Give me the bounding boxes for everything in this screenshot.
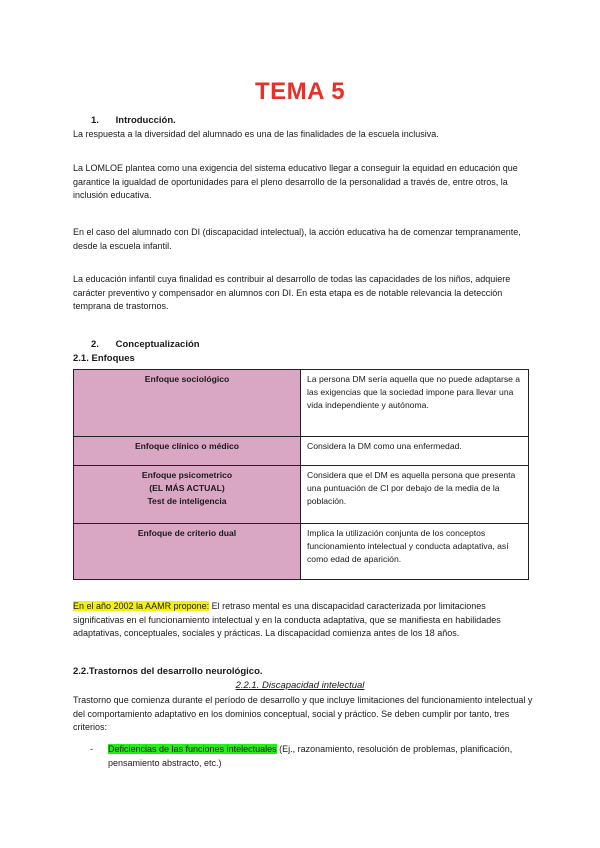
approaches-table [73, 369, 529, 580]
approach-description: Considera que el DM es aquella persona que presenta una puntuación de CI por debajo de la media de la población. [301, 466, 529, 524]
approach-name: Enfoque de criterio dual [137, 528, 237, 538]
subsection-2-1-heading: 2.1. Enfoques [73, 353, 135, 364]
section-2-title: Conceptualización [115, 339, 200, 350]
paragraph-1: La respuesta a la diversidad del alumnado es una de las finalidades de la escuela inclusiva. [73, 129, 439, 139]
bullet-dash: - [90, 744, 93, 754]
section-1-title: Introducción. [115, 115, 176, 126]
aamr-text: El retraso mental es una discapacidad caracterizada por limitaciones significativas en el funcionamiento intelectual y en la conducta adaptativa, que se manifiesta en habilidades adaptativas, conceptuales, sociales y prácticas. La discapacidad comienza antes de los 18 años. [73, 601, 501, 638]
approach-description: La persona DM sería aquella que no puede adaptarse a las exigencias que la sociedad impone para llevar una vida independiente y autónoma. [301, 370, 529, 437]
table-row [74, 370, 529, 437]
paragraph-trastorno: Trastorno que comienza durante el período de desarrollo y que incluye limitaciones del funcionamiento intelectual y del comportamiento adaptativo en los dominios conceptual, social y práctico. Se deben cumplir por tanto, tres criterios: [73, 695, 533, 732]
approach-name-cell [74, 370, 301, 437]
approach-name-note: (EL MÁS ACTUAL) [149, 482, 225, 493]
paragraph-3: En el caso del alumnado con DI (discapacidad intelectual), la acción educativa ha de comenzar tempranamente, desde la escuela infantil. [73, 227, 521, 251]
approach-name: Enfoque clínico o médico [134, 441, 240, 451]
approach-name-cell [74, 524, 301, 580]
approach-name-note: Test de inteligencia [147, 495, 227, 506]
approach-name-cell [74, 437, 301, 466]
page-title: TEMA 5 [254, 78, 346, 105]
section-2-heading [73, 338, 533, 352]
approach-name: Enfoque psicometrico [141, 470, 233, 480]
bullet-highlight: Deficiencias de las funciones intelectuales [108, 744, 277, 754]
section-2-number: 2. [91, 339, 99, 350]
table-row [74, 437, 529, 466]
approach-name-cell [74, 466, 301, 524]
aamr-paragraph [73, 600, 533, 641]
section-1-number: 1. [91, 115, 99, 126]
subsection-2-2-heading: 2.2.Trastornos del desarrollo neurológico. [73, 666, 263, 677]
subsection-2-2-1-heading: 2.2.1. Discapacidad intelectual [235, 680, 365, 691]
list-item [90, 743, 530, 770]
paragraph-4: La educación infantil cuya finalidad es contribuir al desarrollo de todas las capacidades de los niños, adquiere carácter preventivo y compensador en alumnos con DI. En esta etapa es de notable relevancia la detección temprana de trastornos. [73, 274, 511, 311]
section-1-heading [73, 114, 533, 128]
paragraph-2: La LOMLOE plantea como una exigencia del sistema educativo llegar a conseguir la equidad en educación que garantice la igualdad de oportunidades para el pleno desarrollo de la personalidad a través de, entre otros, la inclusión educativa. [73, 163, 518, 200]
aamr-highlight: En el año 2002 la AAMR propone: [73, 601, 210, 611]
table-row [74, 524, 529, 580]
approach-description: Implica la utilización conjunta de los conceptos funcionamiento intelectual y conducta adaptativa, así como edad de aparición. [301, 524, 529, 580]
approach-description: Considera la DM como una enfermedad. [301, 437, 529, 466]
bullet-text: (Ej., razonamiento, resolución de problemas, planificación, pensamiento abstracto, etc.) [108, 744, 513, 768]
approach-name: Enfoque sociológico [144, 374, 230, 384]
table-row [74, 466, 529, 524]
